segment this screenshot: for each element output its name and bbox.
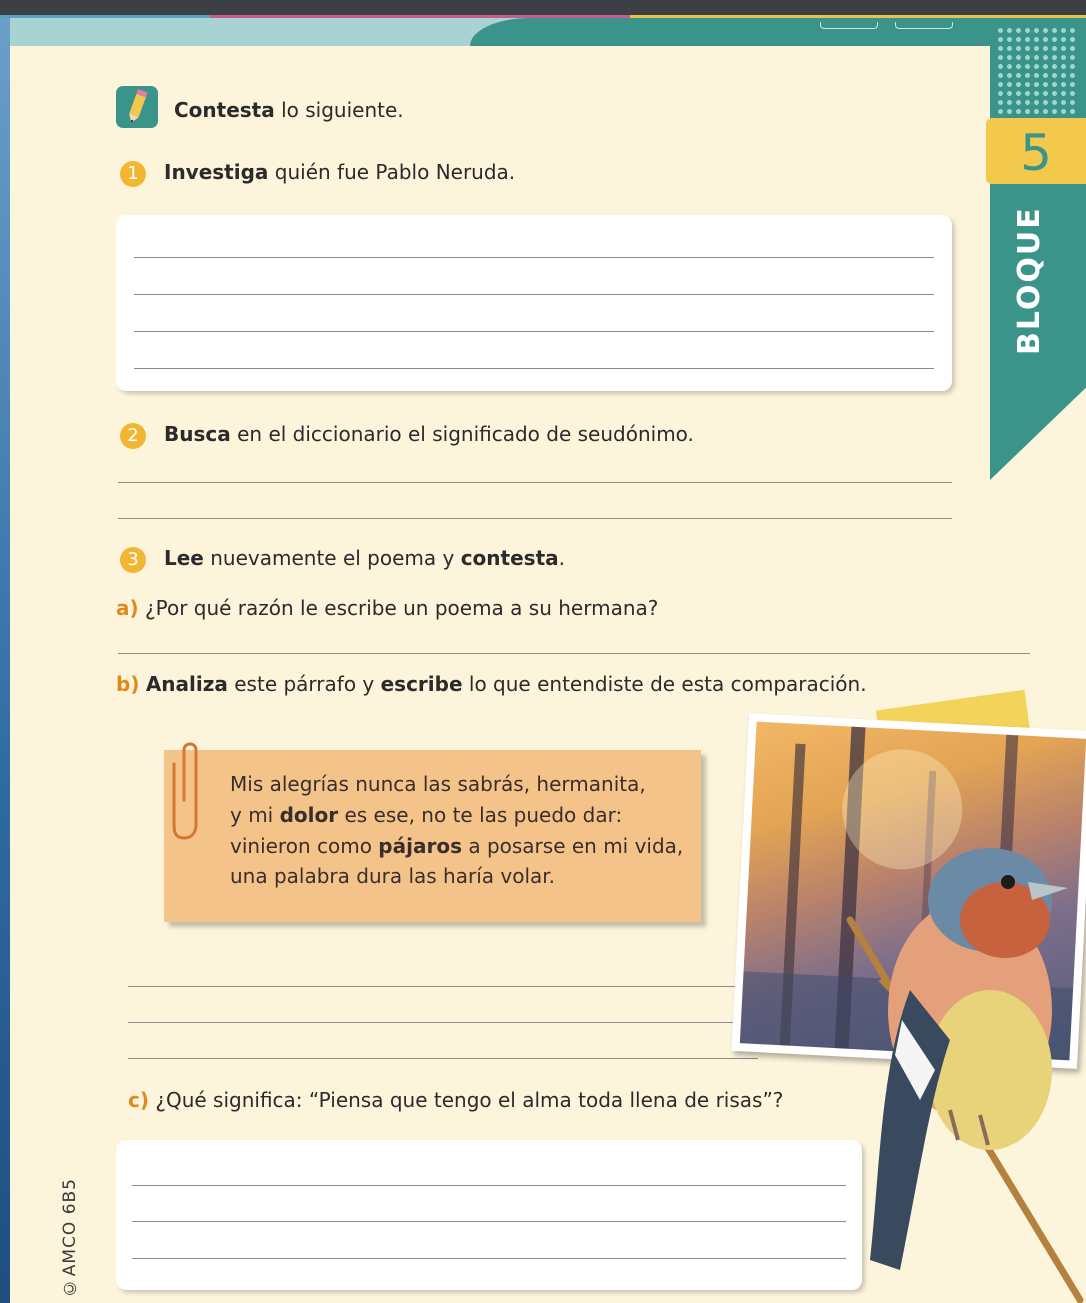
answer-line[interactable]: [118, 518, 952, 519]
answer-line[interactable]: [118, 482, 952, 483]
question-number-3: 3: [120, 547, 146, 573]
book-spine: [0, 18, 10, 1303]
dot-pattern: [996, 26, 1078, 116]
poem-line: Mis alegrías nunca las sabrás, hermanita,: [230, 772, 646, 796]
question-number-2: 2: [120, 423, 146, 449]
answer-line[interactable]: [128, 1022, 758, 1023]
question-3c: c) ¿Qué significa: “Piensa que tengo el alma toda llena de risas”?: [128, 1088, 784, 1112]
paperclip-icon: [170, 740, 216, 850]
top-strip: [0, 0, 1086, 18]
answer-line[interactable]: [128, 1058, 758, 1059]
copyright-text: ©AMCO 6B5: [60, 1178, 80, 1298]
bloque-number: 5: [986, 118, 1086, 184]
answer-card-1[interactable]: [116, 215, 952, 391]
poem-box: [164, 750, 701, 922]
answer-line[interactable]: [128, 986, 758, 987]
header-mini-tab: [895, 22, 953, 29]
question-3b: b) Analiza este párrafo y escribe lo que entendiste de esta comparación.: [116, 672, 867, 696]
question-2: Busca en el diccionario el significado de seudónimo.: [164, 422, 694, 446]
answer-card-2[interactable]: [116, 1140, 862, 1290]
question-1: Investiga quién fue Pablo Neruda.: [164, 160, 516, 184]
pencil-icon: [116, 86, 158, 128]
question-number-1: 1: [120, 161, 146, 187]
poem-line: vinieron como pájaros a posarse en mi vida,: [230, 834, 684, 858]
bloque-label: BLOQUE: [1012, 206, 1047, 355]
poem-line: una palabra dura las haría volar.: [230, 864, 556, 888]
header-mini-tab: [820, 22, 878, 29]
bird-illustration: [840, 840, 1086, 1303]
instruction-heading: Contesta lo siguiente.: [174, 98, 404, 122]
question-3a: a) ¿Por qué razón le escribe un poema a su hermana?: [116, 596, 659, 620]
question-3: Lee nuevamente el poema y contesta.: [164, 546, 565, 570]
poem-line: y mi dolor es ese, no te las puedo dar:: [230, 803, 623, 827]
answer-line[interactable]: [118, 653, 1030, 654]
